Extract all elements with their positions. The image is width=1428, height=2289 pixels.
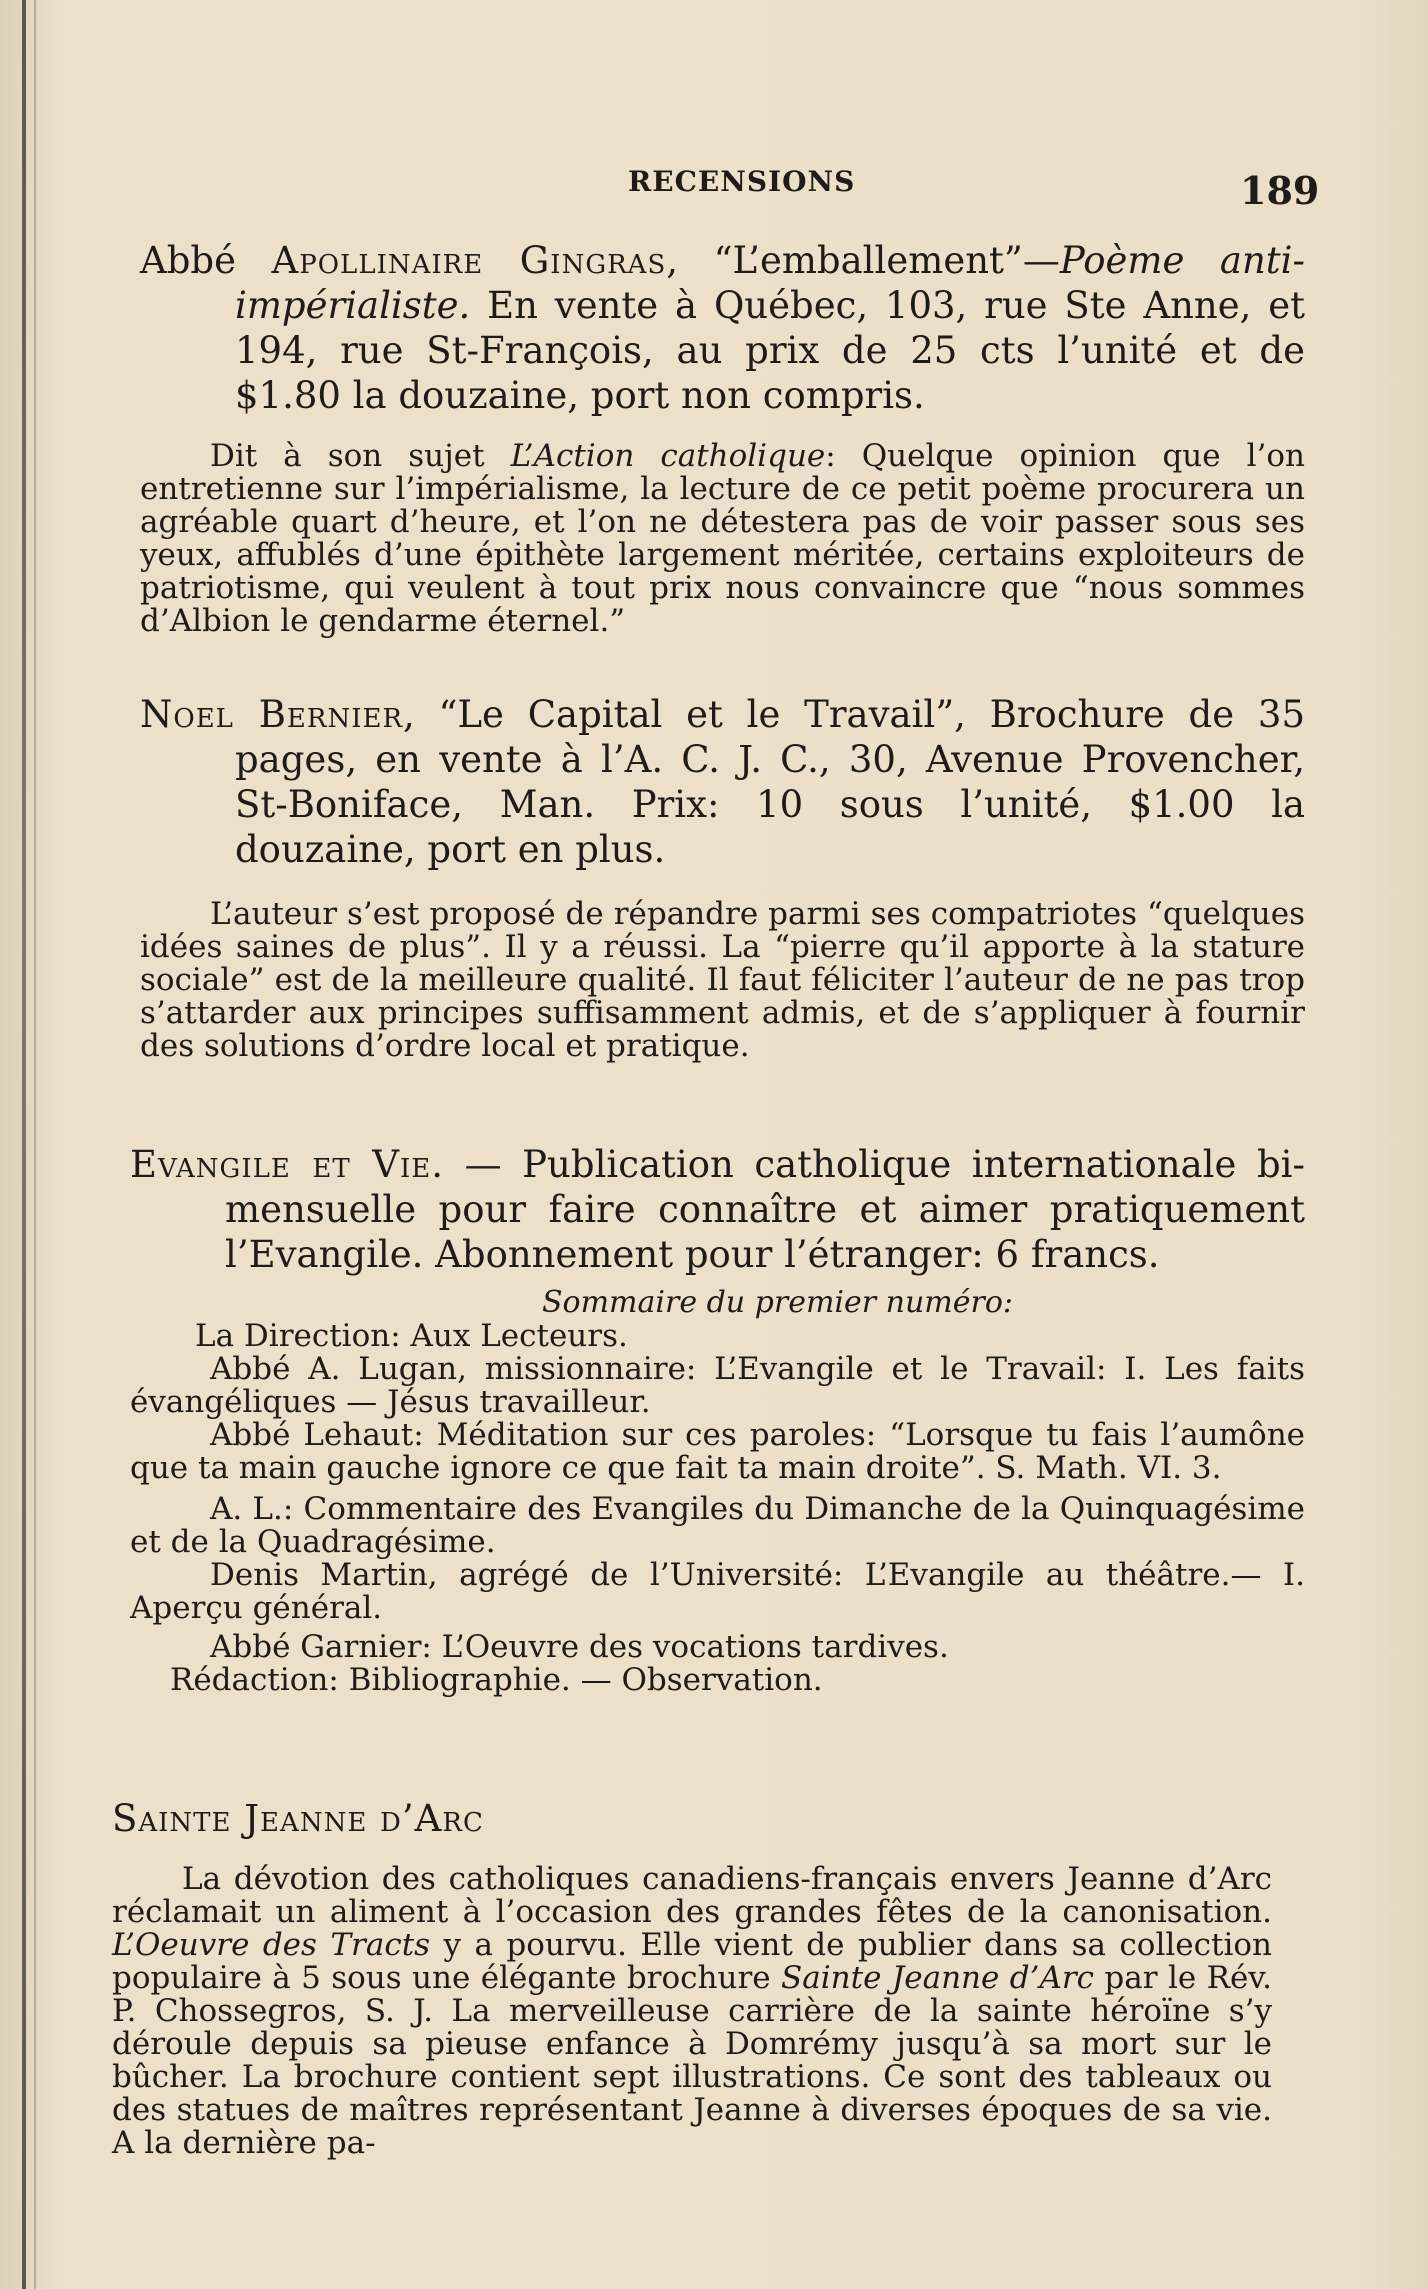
sommaire-item: Abbé Lehaut: Méditation sur ces paroles: “Lorsque tu fais l’aumône que ta main gauche ignore ce que fait ta main droite”. S. Math. VI. 3. (130, 1417, 1305, 1486)
text-segment: par le Rév. P. Chossegros, S. J. La merveilleuse carrière de la sainte héroïne s’y déroule depuis sa pieuse enfance à Domrémy jusqu’à sa mort sur le bûcher. La brochure contient sept illustrations. Ce sont des tableaux ou des statues de maîtres représentant Jeanne à diverses époques de sa vie. A la dernière pa- (112, 1960, 1272, 2161)
publication-details: En vente à Québec, 103, rue Ste Anne, et 194, rue St-François, au prix de 25 cts l’unité et de $1.80 la douzaine, port non compris. (235, 284, 1306, 417)
entry-heading: Abbé Apollinaire Gingras, “L’emballement”—Poème anti-impérialiste. En vente à Québec, 103, rue Ste Anne, et 194, rue St-François, au prix de 25 cts l’unité et de $1.80 la douzaine, port non compris. (140, 239, 1306, 417)
review-entry-gingras (140, 238, 1305, 638)
author-prefix: Abbé (140, 239, 236, 282)
sommaire-list (130, 1320, 1305, 1697)
publication-details: — Publication catholique internationale bi-mensuelle pour faire connaître et aimer pratiquement l’Evangile. Abonnement pour l’étranger: 6 francs. (225, 1143, 1305, 1276)
review-paragraph (140, 440, 1305, 638)
work-subtitle: Poème anti-impérialiste. (235, 239, 1305, 327)
sommaire-item: A. L.: Commentaire des Evangiles du Dimanche de la Quinquagésime et de la Quadragésime. (130, 1491, 1305, 1560)
review-source: L’Action catholique (510, 438, 826, 474)
text-segment: La dévotion des catholiques canadiens-français envers Jeanne d’Arc réclamait un aliment à l’occasion des grandes fêtes de la canonisation. (112, 1861, 1272, 1930)
sommaire-item: La Direction: Aux Lecteurs. (195, 1318, 628, 1354)
page-binding-edge (22, 0, 26, 2289)
review-paragraph: L’auteur s’est proposé de répandre parmi ses compatriotes “quelques idées saines de plus”. Il y a réussi. La “pierre qu’il apporte à la stature sociale” est de la meilleure qualité. Il faut féliciter l’auteur de ne pas trop s’attarder aux principes suffisamment admis, et de s’appliquer à fournir des solutions d’ordre local et pratique. (140, 896, 1305, 1064)
author-name: Noel Bernier (140, 693, 404, 736)
sommaire-item: Denis Martin, agrégé de l’Université: L’Evangile au théâtre.— I. Aperçu général. (130, 1557, 1305, 1626)
entry-title: Sainte Jeanne d’Arc (112, 1797, 484, 1840)
work-title: “L’emballement”— (713, 239, 1060, 282)
entry-heading (130, 1142, 1305, 1277)
review-entry-evangile (130, 1142, 1305, 1697)
publication-details: , “Le Capital et le Travail”, Brochure de 35 pages, en vente à l’A. C. J. C., 30, Avenue Provencher, St-Boniface, Man. Prix: 10 sous l’unité, $1.00 la douzaine, port en plus. (235, 693, 1305, 871)
review-lead: Dit à son sujet (210, 438, 485, 474)
book-title: Sainte Jeanne d’Arc (781, 1960, 1095, 1996)
running-header: RECENSIONS (628, 165, 856, 198)
publication-title: Evangile et Vie. (130, 1143, 445, 1186)
sommaire-title: Sommaire du premier numéro: (541, 1285, 1013, 1320)
review-text: : Quelque opinion que l’on entretienne sur l’impérialisme, la lecture de ce petit poème procurera un agréable quart d’heure, et l’on ne détestera pas de voir passer sous ses yeux, affublés d’une épithète largement méritée, certains exploiteurs de patriotisme, qui veulent à tout prix nous convaincre que “nous sommes d’Albion le gendarme éternel.” (140, 438, 1306, 639)
author-name: Apollinaire Gingras (271, 239, 667, 282)
page-binding-shadow (34, 0, 36, 2289)
sommaire-item: Abbé A. Lugan, missionnaire: L’Evangile et le Travail: I. Les faits évangéliques — Jésus travailleur. (130, 1351, 1305, 1420)
entry-heading (140, 692, 1305, 872)
review-paragraph (112, 1863, 1272, 2160)
review-entry-bernier (140, 692, 1305, 1063)
page-number: 189 (1240, 168, 1320, 213)
publisher-name: L’Oeuvre des Tracts (112, 1927, 431, 1963)
sommaire-item: Rédaction: Bibliographie. — Observation. (170, 1662, 823, 1698)
review-entry-jeanne-darc (112, 1796, 1272, 2160)
sommaire-item: Abbé Garnier: L’Oeuvre des vocations tardives. (210, 1629, 949, 1665)
text-segment: y a pourvu. Elle vient de publier dans sa collection populaire à 5 sous une élégante brochure (112, 1927, 1272, 1996)
